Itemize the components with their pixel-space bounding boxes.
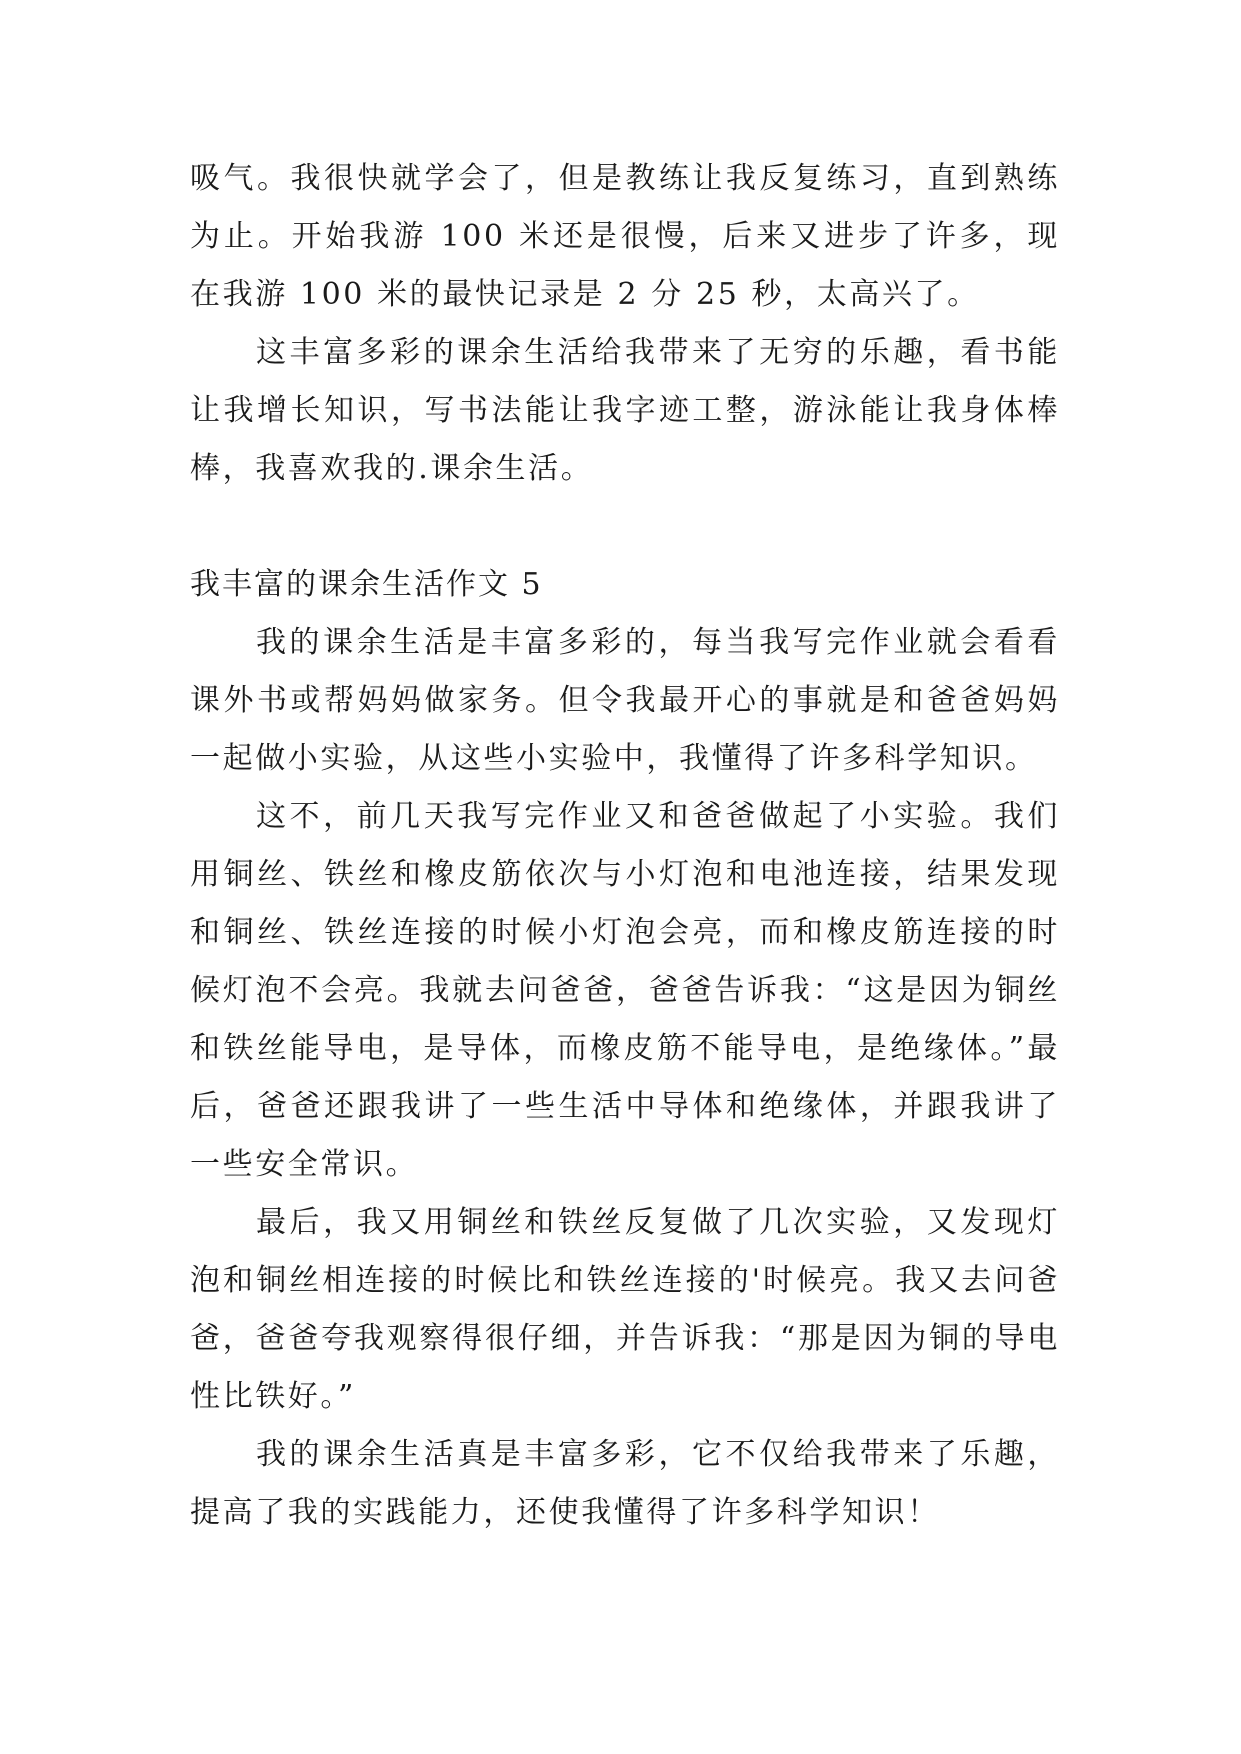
paragraph-continued: 吸气。我很快就学会了，但是教练让我反复练习，直到熟练为止。开始我游 100 米还是很慢，后来又进步了许多，现在我游 100 米的最快记录是 2 分 25 秒，太高兴了。 [190, 161, 1060, 312]
paragraph: 我的课余生活是丰富多彩的，每当我写完作业就会看看课外书或帮妈妈做家务。但令我最开心的事就是和爸爸妈妈一起做小实验，从这些小实验中，我懂得了许多科学知识。 [190, 625, 1060, 776]
paragraph: 这丰富多彩的课余生活给我带来了无穷的乐趣，看书能让我增长知识，写书法能让我字迹工整，游泳能让我身体棒棒，我喜欢我的.课余生活。 [190, 335, 1060, 486]
paragraph: 最后，我又用铜丝和铁丝反复做了几次实验，又发现灯泡和铜丝相连接的时候比和铁丝连接的'时候亮。我又去问爸爸，爸爸夸我观察得很仔细，并告诉我：“那是因为铜的导电性比铁好。” [190, 1205, 1060, 1414]
section-title: 我丰富的课余生活作文 5 [190, 567, 543, 602]
paragraph: 这不，前几天我写完作业又和爸爸做起了小实验。我们用铜丝、铁丝和橡皮筋依次与小灯泡和电池连接，结果发现和铜丝、铁丝连接的时候小灯泡会亮，而和橡皮筋连接的时候灯泡不会亮。我就去问爸爸，爸爸告诉我：“这是因为铜丝和铁丝能导电，是导体，而橡皮筋不能导电，是绝缘体。”最后，爸爸还跟我讲了一些生活中导体和绝缘体，并跟我讲了一些安全常识。 [190, 799, 1060, 1182]
document-body [190, 150, 1060, 1542]
paragraph: 我的课余生活真是丰富多彩，它不仅给我带来了乐趣，提高了我的实践能力，还使我懂得了许多科学知识！ [190, 1437, 1060, 1530]
